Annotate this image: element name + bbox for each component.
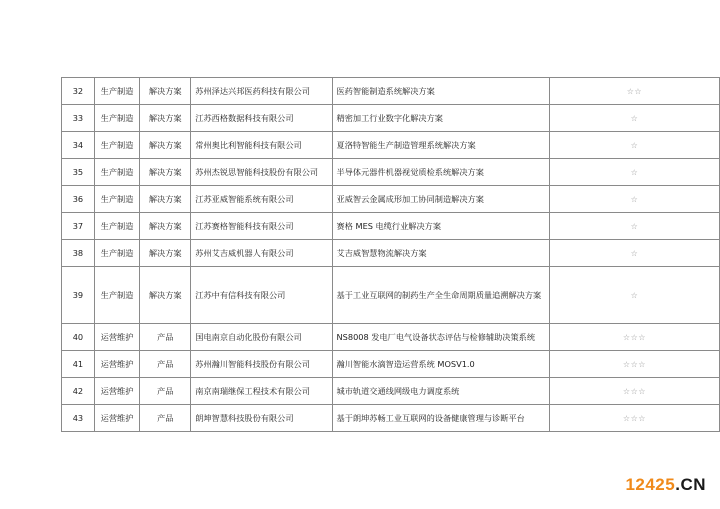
watermark-number: 12425 [625, 475, 676, 494]
cell-solution-name: 精密加工行业数字化解决方案 [332, 105, 549, 132]
cell-category: 运营维护 [94, 378, 139, 405]
cell-solution-name: 艾吉威智慧物流解决方案 [332, 240, 549, 267]
watermark-suffix: .CN [675, 475, 706, 494]
cell-solution-name: 基于朗坤苏畅工业互联网的设备健康管理与诊断平台 [332, 405, 549, 432]
cell-type: 产品 [140, 378, 191, 405]
cell-company: 苏州瀚川智能科技股份有限公司 [191, 351, 332, 378]
cell-type: 解决方案 [140, 159, 191, 186]
cell-solution-name: 基于工业互联网的制药生产全生命周期质量追溯解决方案 [332, 267, 549, 324]
cell-category: 生产制造 [94, 132, 139, 159]
cell-solution-name: 医药智能制造系统解决方案 [332, 78, 549, 105]
cell-rating: ☆☆☆ [549, 378, 719, 405]
cell-solution-name: 城市轨道交通线网级电力调度系统 [332, 378, 549, 405]
table-row [62, 324, 720, 351]
cell-category: 生产制造 [94, 240, 139, 267]
table-row [62, 351, 720, 378]
cell-company: 常州奥比利智能科技有限公司 [191, 132, 332, 159]
table-row [62, 378, 720, 405]
cell-company: 国电南京自动化股份有限公司 [191, 324, 332, 351]
table-row [62, 240, 720, 267]
table-container [61, 77, 720, 432]
cell-type: 解决方案 [140, 105, 191, 132]
cell-rating: ☆ [549, 132, 719, 159]
cell-type: 解决方案 [140, 78, 191, 105]
cell-company: 苏州艾吉威机器人有限公司 [191, 240, 332, 267]
cell-rating: ☆ [549, 240, 719, 267]
cell-type: 解决方案 [140, 186, 191, 213]
cell-type: 解决方案 [140, 132, 191, 159]
cell-solution-name: 瀚川智能水滴智造运营系统 MOSV1.0 [332, 351, 549, 378]
table-row [62, 132, 720, 159]
cell-solution-name: NS8008 发电厂电气设备状态评估与检修辅助决策系统 [332, 324, 549, 351]
cell-category: 运营维护 [94, 351, 139, 378]
cell-company: 江苏中有信科技有限公司 [191, 267, 332, 324]
cell-rating: ☆ [549, 159, 719, 186]
cell-number: 42 [62, 378, 95, 405]
cell-solution-name: 半导体元器件机器视觉质检系统解决方案 [332, 159, 549, 186]
cell-category: 生产制造 [94, 159, 139, 186]
table-row [62, 213, 720, 240]
cell-company: 苏州泽达兴邦医药科技有限公司 [191, 78, 332, 105]
cell-solution-name: 赛格 MES 电缆行业解决方案 [332, 213, 549, 240]
cell-company: 朗坤智慧科技股份有限公司 [191, 405, 332, 432]
cell-category: 生产制造 [94, 267, 139, 324]
cell-number: 32 [62, 78, 95, 105]
site-watermark [625, 475, 706, 495]
cell-company: 江苏西格数据科技有限公司 [191, 105, 332, 132]
cell-category: 生产制造 [94, 78, 139, 105]
cell-category: 生产制造 [94, 186, 139, 213]
table-row [62, 186, 720, 213]
cell-type: 解决方案 [140, 267, 191, 324]
cell-type: 产品 [140, 405, 191, 432]
cell-number: 43 [62, 405, 95, 432]
cell-number: 37 [62, 213, 95, 240]
table-row [62, 159, 720, 186]
table-row [62, 267, 720, 324]
cell-category: 生产制造 [94, 213, 139, 240]
cell-category: 运营维护 [94, 405, 139, 432]
cell-solution-name: 亚威智云金属成形加工协同制造解决方案 [332, 186, 549, 213]
cell-rating: ☆ [549, 213, 719, 240]
cell-type: 产品 [140, 351, 191, 378]
cell-company: 江苏亚威智能系统有限公司 [191, 186, 332, 213]
cell-type: 产品 [140, 324, 191, 351]
cell-company: 江苏赛格智能科技有限公司 [191, 213, 332, 240]
cell-company: 南京南瑞继保工程技术有限公司 [191, 378, 332, 405]
cell-company: 苏州杰锐思智能科技股份有限公司 [191, 159, 332, 186]
product-list-table [61, 77, 720, 432]
cell-rating: ☆☆☆ [549, 351, 719, 378]
cell-number: 41 [62, 351, 95, 378]
cell-number: 39 [62, 267, 95, 324]
cell-solution-name: 夏洛特智能生产制造管理系统解决方案 [332, 132, 549, 159]
cell-category: 运营维护 [94, 324, 139, 351]
table-row [62, 78, 720, 105]
cell-number: 38 [62, 240, 95, 267]
cell-number: 40 [62, 324, 95, 351]
cell-type: 解决方案 [140, 213, 191, 240]
table-body [62, 78, 720, 432]
cell-rating: ☆ [549, 105, 719, 132]
cell-number: 34 [62, 132, 95, 159]
cell-rating: ☆☆☆ [549, 324, 719, 351]
cell-rating: ☆☆ [549, 78, 719, 105]
cell-rating: ☆ [549, 186, 719, 213]
cell-number: 36 [62, 186, 95, 213]
table-row [62, 405, 720, 432]
cell-number: 35 [62, 159, 95, 186]
cell-rating: ☆☆☆ [549, 405, 719, 432]
cell-category: 生产制造 [94, 105, 139, 132]
table-row [62, 105, 720, 132]
cell-type: 解决方案 [140, 240, 191, 267]
cell-rating: ☆ [549, 267, 719, 324]
cell-number: 33 [62, 105, 95, 132]
